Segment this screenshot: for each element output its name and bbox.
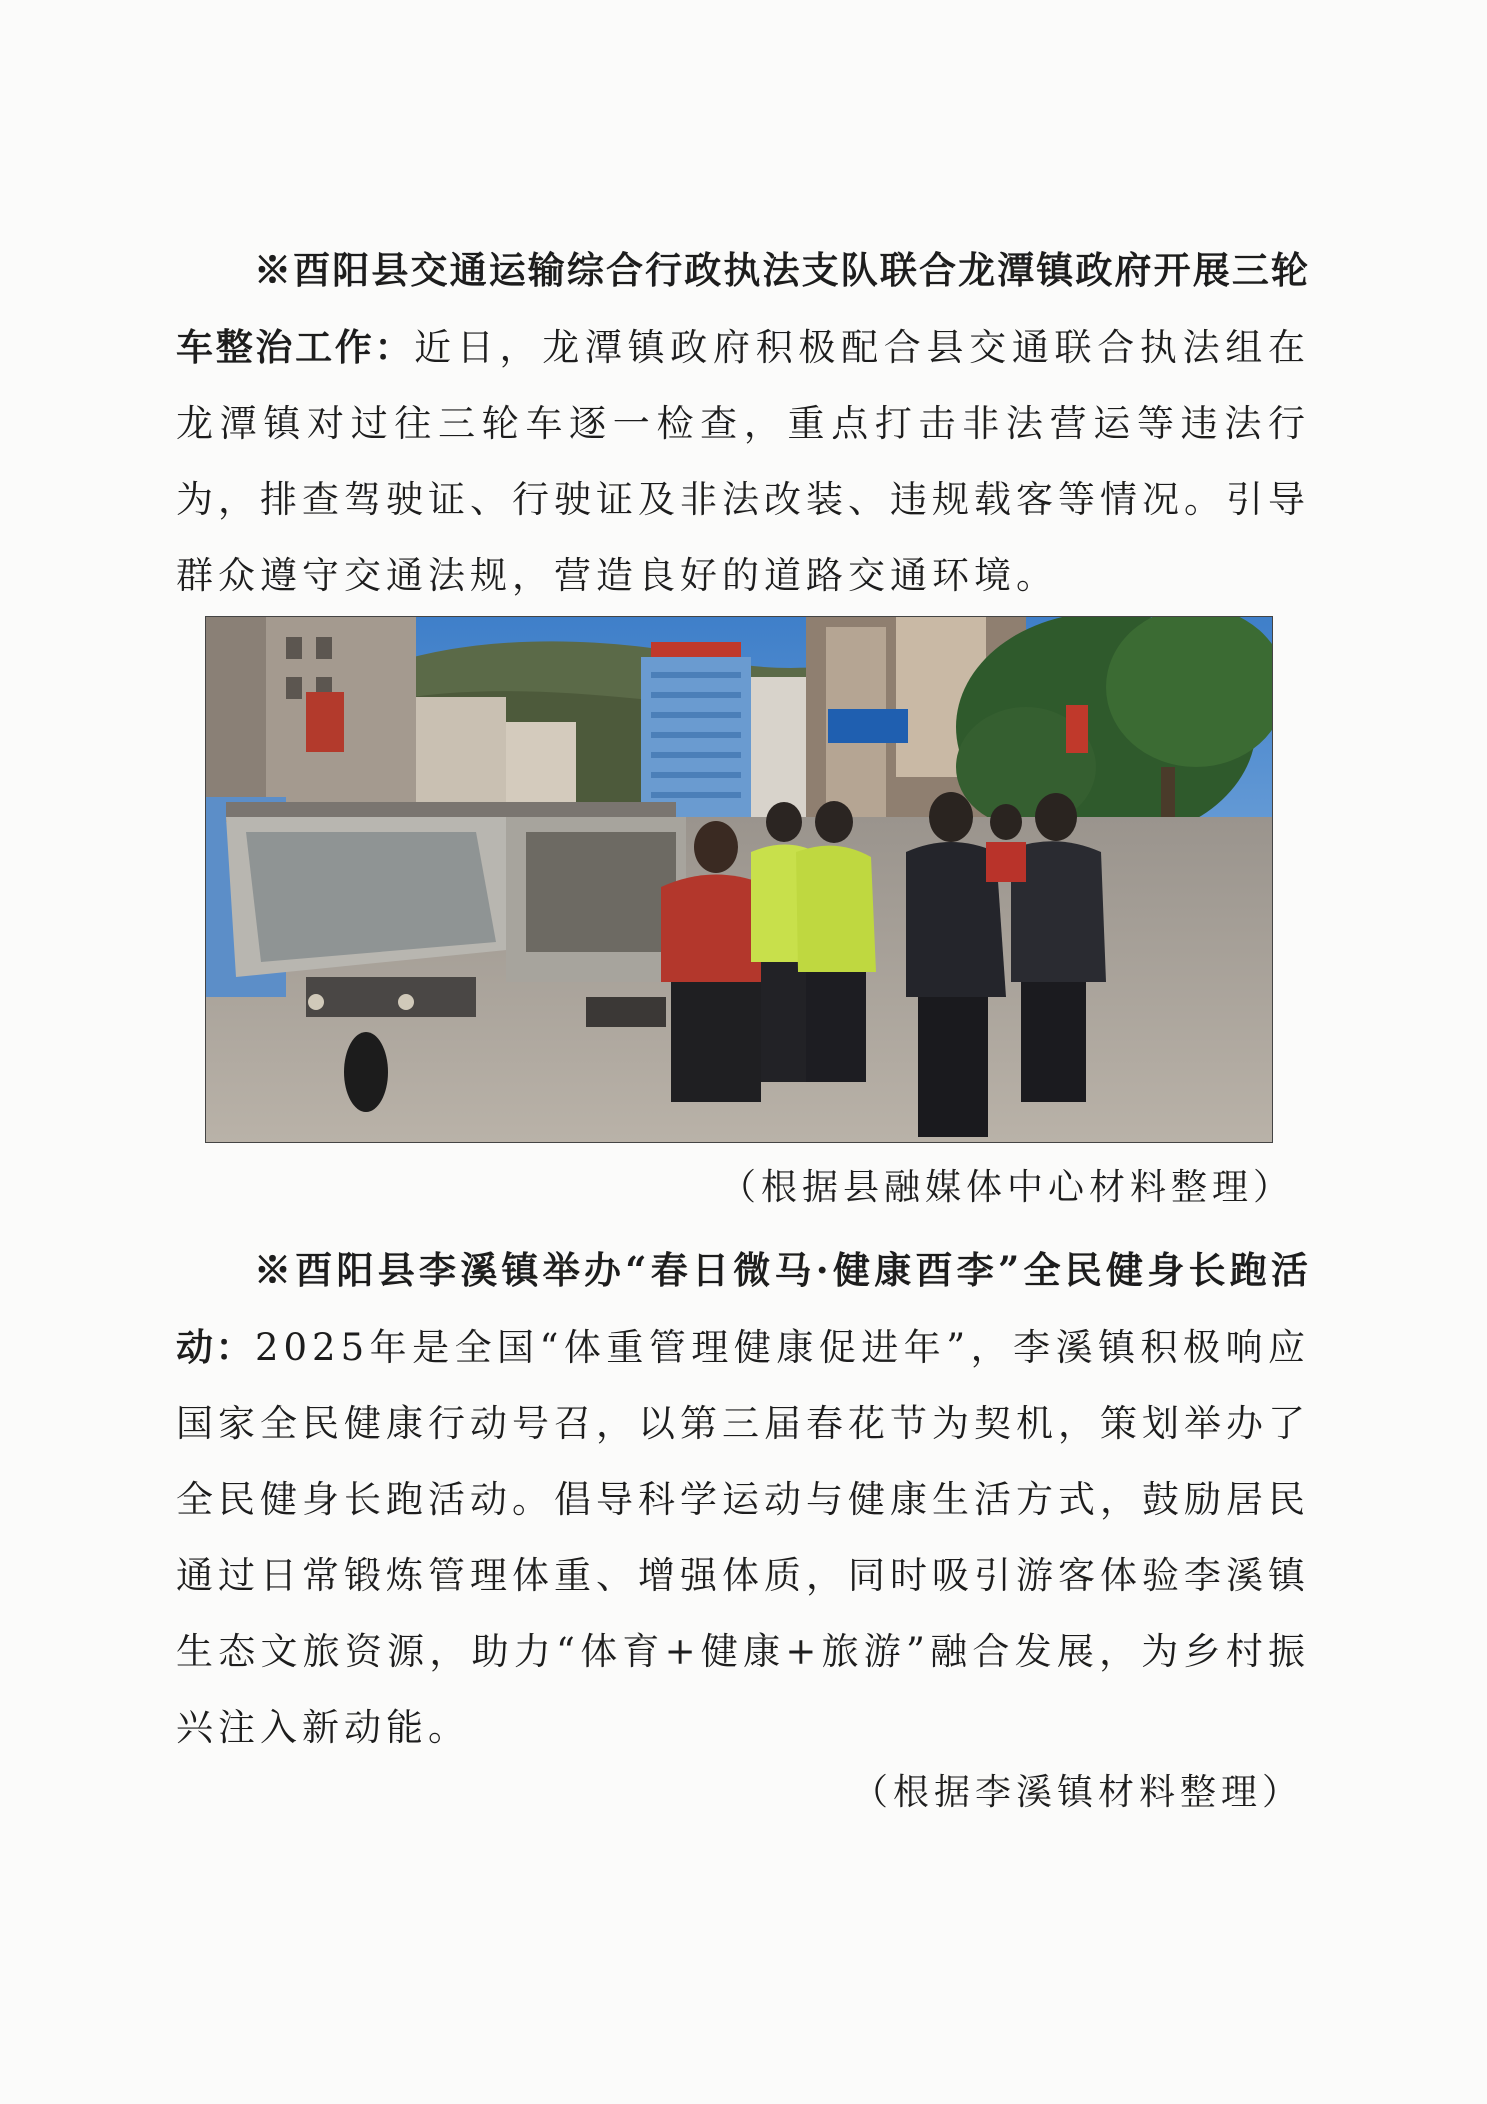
photo-caption: （根据县融媒体中心材料整理）	[720, 1167, 1295, 1208]
news-item-heading: ※酉阳县李溪镇举办“春日微马·健康酉李”全民健身长跑活动：	[176, 1248, 1310, 1369]
news-item-fitness-run	[176, 1232, 1310, 1766]
news-item-tricycle-inspection	[176, 232, 1310, 614]
news-item-heading: ※酉阳县交通运输综合行政执法支队联合龙潭镇政府开展三轮车整治工作：	[176, 248, 1310, 369]
news-photo-tricycle-inspection	[205, 616, 1273, 1143]
source-caption: （根据李溪镇材料整理）	[852, 1772, 1304, 1813]
news-item-body: 近日，龙潭镇政府积极配合县交通联合执法组在龙潭镇对过往三轮车逐一检查，重点打击非法营运等违法行为，排查驾驶证、行驶证及非法改装、违规载客等情况。引导群众遵守交通法规，营造良好的道路交通环境。	[176, 326, 1311, 597]
news-item-body: 2025年是全国“体重管理健康促进年”，李溪镇积极响应国家全民健康行动号召，以第三届春花节为契机，策划举办了全民健身长跑活动。倡导科学运动与健康生活方式，鼓励居民通过日常锻炼管理体重、增强体质，同时吸引游客体验李溪镇生态文旅资源，助力“体育+健康+旅游”融合发展，为乡村振兴注入新动能。	[176, 1326, 1311, 1749]
